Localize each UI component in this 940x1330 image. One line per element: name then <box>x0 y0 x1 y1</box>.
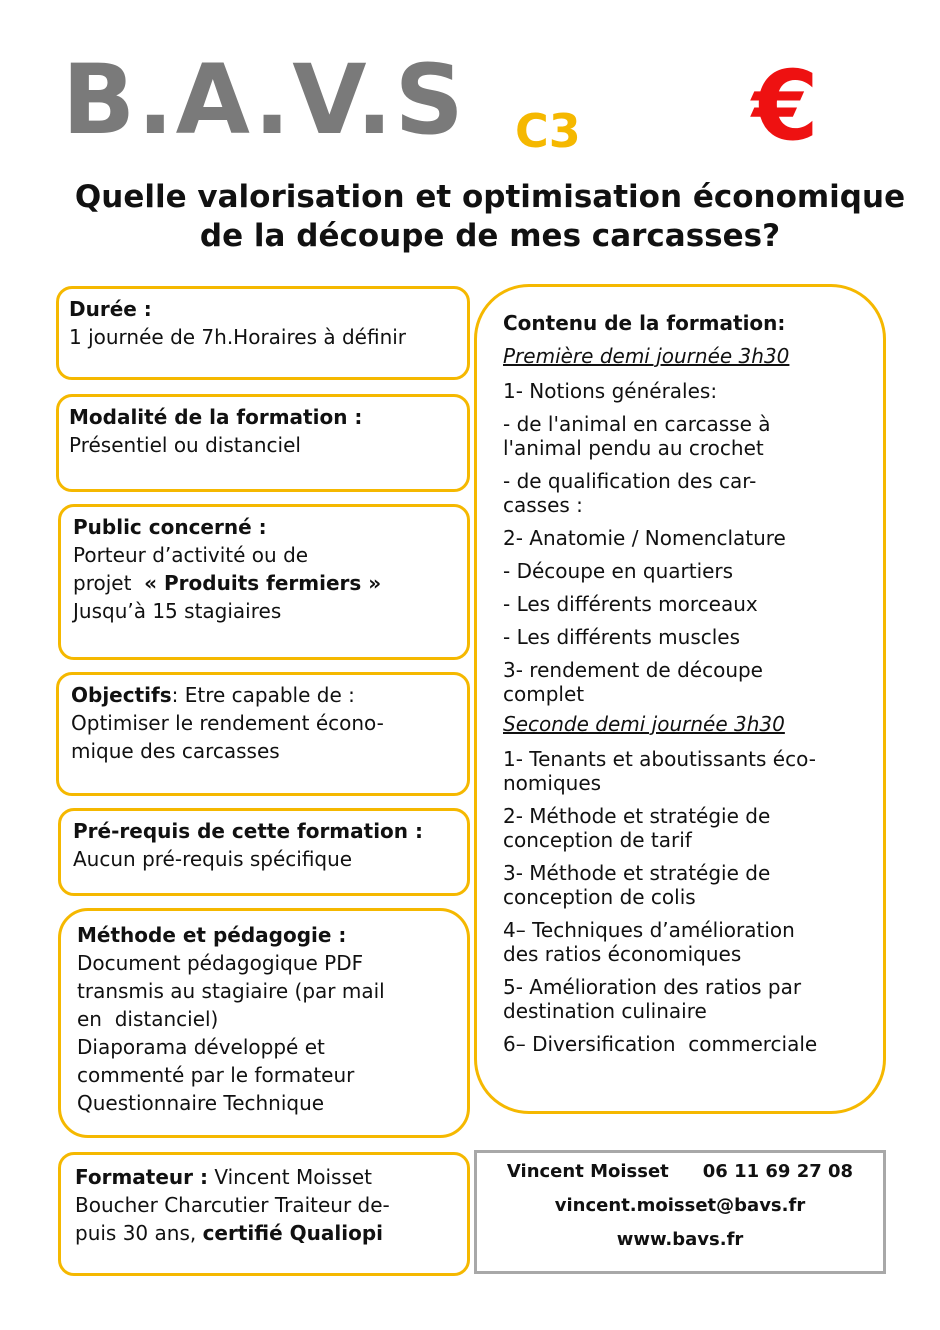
contenu-box <box>474 284 886 1114</box>
methode-line-4: Diaporama développé et <box>77 1035 325 1059</box>
contact-box <box>474 1150 886 1274</box>
list-item <box>503 747 873 795</box>
list-item-line: - Les différents muscles <box>503 625 741 649</box>
list-item-line: 2- Méthode et stratégie de <box>503 804 771 828</box>
list-item-line: destination culinaire <box>503 999 707 1023</box>
list-item-line: casses : <box>503 493 583 517</box>
list-item <box>503 379 873 403</box>
euro-icon: € <box>752 50 819 162</box>
methode-line-6: Questionnaire Technique <box>77 1091 325 1115</box>
title-line-1: Quelle valorisation et optimisation économique <box>74 179 906 215</box>
list-item-line: 3- Méthode et stratégie de <box>503 861 771 885</box>
public-line-1: Porteur d’activité ou de <box>73 543 309 567</box>
duree-label: Durée : <box>69 297 152 321</box>
modalite-text: Présentiel ou distanciel <box>69 433 301 457</box>
contact-phone[interactable]: 06 11 69 27 08 <box>702 1161 854 1182</box>
formateur-line-3-bold: certifié Qualiopi <box>202 1221 383 1245</box>
objectifs-line-2: mique des carcasses <box>71 739 280 763</box>
modalite-box <box>56 394 470 492</box>
prerequis-box <box>58 808 470 896</box>
list-item <box>503 658 873 706</box>
methode-label: Méthode et pédagogie : <box>77 923 347 947</box>
list-item-line: 1- Notions générales: <box>503 379 718 403</box>
half2-title: Seconde demi journée 3h30 <box>503 712 785 736</box>
half1-list <box>503 379 873 706</box>
duree-box <box>56 286 470 380</box>
contact-email[interactable]: vincent.moisset@bavs.fr <box>554 1195 806 1216</box>
public-line-2-prefix: projet <box>73 571 145 595</box>
formateur-name: Vincent Moisset <box>207 1165 373 1189</box>
list-item-line: 1- Tenants et aboutissants éco- <box>503 747 816 771</box>
list-item-line: des ratios économiques <box>503 942 742 966</box>
bavs-logo: B.A.V.S <box>62 44 466 156</box>
half2-list <box>503 747 873 1056</box>
list-item-line: 3- rendement de découpe <box>503 658 763 682</box>
methode-line-2: transmis au stagiaire (par mail <box>77 979 385 1003</box>
duree-text: 1 journée de 7h.Horaires à définir <box>69 325 407 349</box>
page-title <box>40 178 940 256</box>
list-item-line: - Découpe en quartiers <box>503 559 734 583</box>
list-item-line: 5- Amélioration des ratios par <box>503 975 802 999</box>
methode-line-1: Document pédagogique PDF <box>77 951 364 975</box>
formateur-box <box>58 1152 470 1276</box>
list-item <box>503 918 873 966</box>
objectifs-box <box>56 672 470 796</box>
prerequis-text: Aucun pré-requis spécifique <box>73 847 353 871</box>
formateur-line-3-prefix: puis 30 ans, <box>75 1221 203 1245</box>
list-item-line: - de l'animal en carcasse à <box>503 412 771 436</box>
list-item <box>503 804 873 852</box>
half1-title: Première demi journée 3h30 <box>503 344 790 368</box>
list-item-line: - de qualification des car- <box>503 469 757 493</box>
title-line-2: de la découpe de mes carcasses? <box>199 218 781 254</box>
list-item-line: 2- Anatomie / Nomenclature <box>503 526 786 550</box>
list-item-line: l'animal pendu au crochet <box>503 436 764 460</box>
public-line-2-bold: « Produits fermiers » <box>144 571 382 595</box>
methode-line-5: commenté par le formateur <box>77 1063 355 1087</box>
contenu-heading: Contenu de la formation: <box>503 311 786 335</box>
list-item-line: complet <box>503 682 585 706</box>
list-item-line: 4– Techniques d’amélioration <box>503 918 795 942</box>
public-box <box>58 504 470 660</box>
list-item <box>503 975 873 1023</box>
list-item <box>503 1032 873 1056</box>
prerequis-label: Pré-requis de cette formation : <box>73 819 423 843</box>
list-item-line: 6– Diversification commerciale <box>503 1032 818 1056</box>
contact-name: Vincent Moisset <box>506 1161 669 1182</box>
modalite-label: Modalité de la formation : <box>69 405 363 429</box>
list-item <box>503 412 873 460</box>
objectifs-label-suffix: : Etre capable de : <box>171 683 355 707</box>
list-item-line: nomiques <box>503 771 602 795</box>
public-label: Public concerné : <box>73 515 267 539</box>
methode-line-3: en distanciel) <box>77 1007 219 1031</box>
list-item <box>503 592 873 616</box>
public-line-3: Jusqu’à 15 stagiaires <box>73 599 282 623</box>
course-code: C3 <box>515 104 581 158</box>
list-item-line: - Les différents morceaux <box>503 592 758 616</box>
list-item-line: conception de tarif <box>503 828 692 852</box>
objectifs-line-1: Optimiser le rendement écono- <box>71 711 384 735</box>
objectifs-label: Objectifs <box>71 683 172 707</box>
list-item <box>503 469 873 517</box>
formateur-line-2: Boucher Charcutier Traiteur de- <box>75 1193 390 1217</box>
list-item <box>503 526 873 550</box>
list-item <box>503 861 873 909</box>
list-item <box>503 625 873 649</box>
formateur-label: Formateur : <box>75 1165 208 1189</box>
list-item <box>503 559 873 583</box>
list-item-line: conception de colis <box>503 885 696 909</box>
contact-website[interactable]: www.bavs.fr <box>616 1229 744 1250</box>
methode-box <box>58 908 470 1138</box>
